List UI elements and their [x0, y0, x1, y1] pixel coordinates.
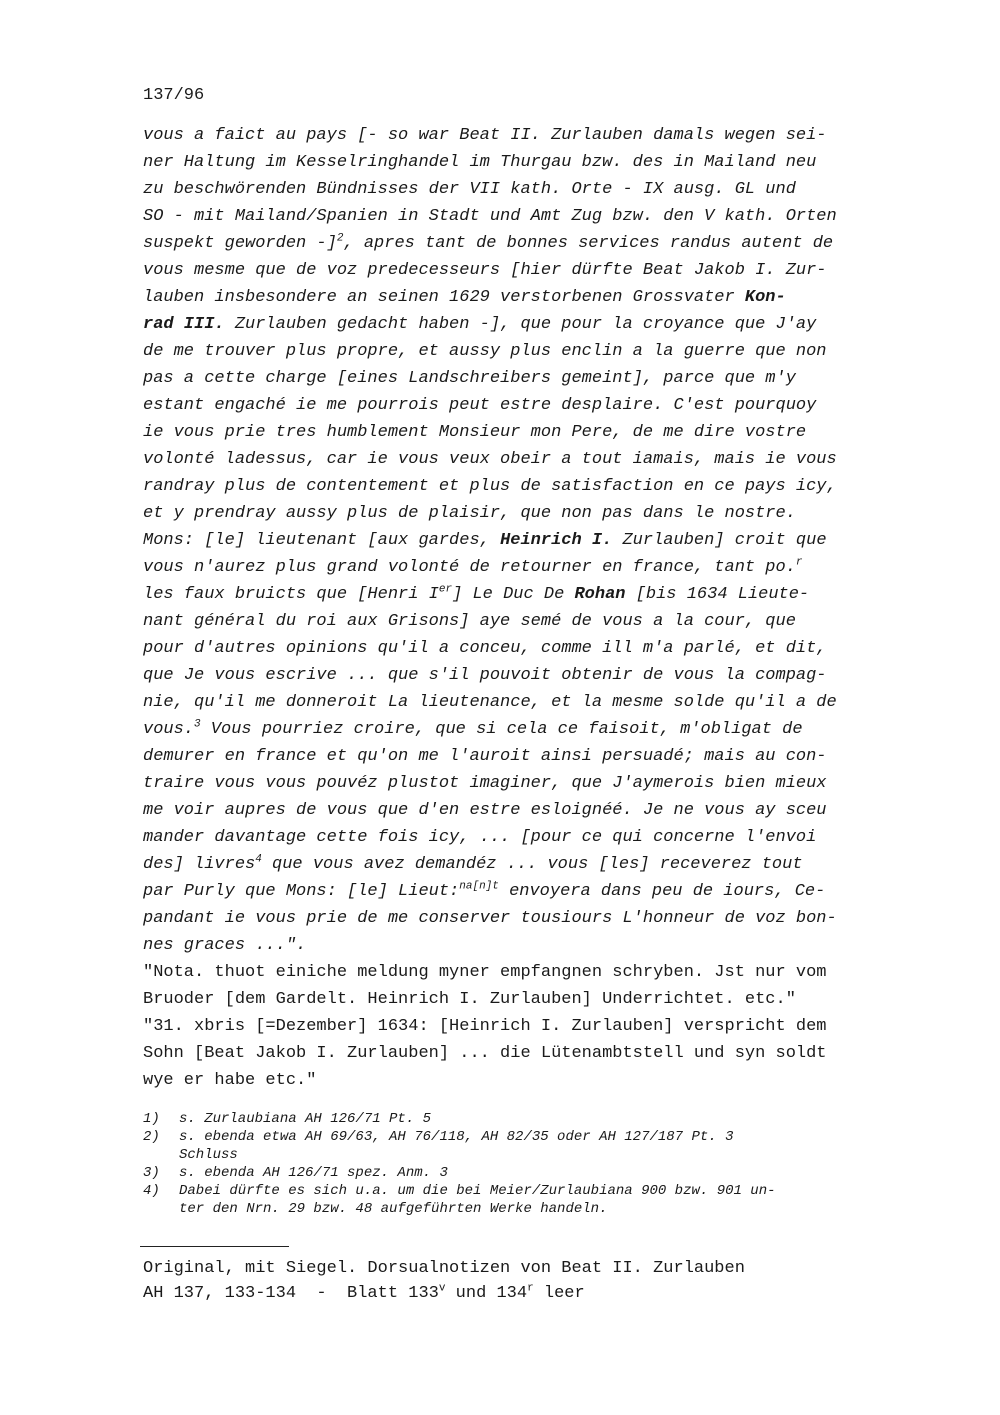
superscript: na[n]t [459, 880, 499, 893]
text-segment: de me trouver plus propre, et aussy plus enclin a la guerre que non [143, 342, 827, 361]
superscript: 2 [336, 232, 344, 245]
text-line [143, 203, 837, 230]
text-segment: pandant ie vous prie de me conserver tousiours L'honneur de voz bon- [143, 909, 837, 928]
text-segment: wye er habe etc." [143, 1071, 317, 1090]
text-segment: , apres tant de bonnes services randus autent de [343, 234, 834, 253]
footnote-text: s. ebenda AH 126/71 spez. Anm. 3 [179, 1165, 448, 1181]
text-line [143, 176, 837, 203]
text-segment: nes graces ...". [143, 936, 307, 955]
text-segment: nant général du roi aux Grisons] aye semé de vous a la cour, que [143, 612, 796, 631]
text-line [143, 905, 837, 932]
superscript: 4 [255, 853, 262, 866]
footnote-text: Schluss [179, 1147, 238, 1163]
text-segment: me voir aupres de vous que d'en estre esloignéé. Je ne vous ay sceu [143, 801, 827, 820]
text-line [143, 797, 837, 824]
text-segment: Zurlauben gedacht haben -], que pour la croyance que J'ay [224, 315, 817, 334]
text-line [143, 527, 837, 554]
text-segment: Mons: [le] lieutenant [aux gardes, [143, 531, 501, 550]
footnote-separator-rule [140, 1246, 289, 1247]
text-segment: que Je vous escrive ... que s'il pouvoit obtenir de vous la compag- [143, 666, 827, 685]
original-note-line-1: Original, mit Siegel. Dorsualnotizen von Beat II. Zurlauben [143, 1259, 745, 1278]
text-line [143, 1040, 837, 1067]
text-line [143, 959, 837, 986]
footnotes [143, 1110, 776, 1218]
text-line [143, 581, 837, 608]
text-segment: "Nota. thuot einiche meldung myner empfangnen schryben. Jst nur vom [143, 963, 827, 982]
text-segment: les faux bruicts que [Henri I [143, 585, 439, 604]
text-line [143, 824, 837, 851]
text-segment: vous a faict au pays [- so war Beat II. Zurlauben damals wegen sei- [143, 126, 827, 145]
original-note [143, 1256, 745, 1306]
text-segment: mander davantage cette fois icy, ... [pour ce qui concerne l'envoi [143, 828, 817, 847]
text-segment: pour d'autres opinions qu'il a conceu, comme ill m'a parlé, et dit, [143, 639, 827, 658]
text-line [143, 608, 837, 635]
footnote-line [143, 1110, 776, 1128]
footnote-line [143, 1200, 776, 1218]
text-line [143, 662, 837, 689]
text-segment: demurer en france et qu'on me l'auroit ainsi persuadé; mais au con- [143, 747, 827, 766]
text-segment: ner Haltung im Kesselringhandel im Thurgau bzw. des in Mailand neu [143, 153, 817, 172]
bold-name: Rohan [574, 585, 626, 604]
text-line [143, 932, 837, 959]
superscript: r [527, 1282, 534, 1295]
text-segment: vous mesme que de voz predecesseurs [hier dürfte Beat Jakob I. Zur- [143, 261, 827, 280]
text-line [143, 311, 837, 338]
text-segment: nie, qu'il me donneroit La lieutenance, et la mesme solde qu'il a de [143, 693, 837, 712]
text-segment: Sohn [Beat Jakob I. Zurlauben] ... die Lütenambtstell und syn soldt [143, 1044, 827, 1063]
text-segment: randray plus de contentement et plus de satisfaction en ce pays icy, [143, 477, 837, 496]
footnote-number [143, 1200, 179, 1218]
text-segment: ] Le Duc De [452, 585, 575, 604]
text-segment: pas a cette charge [eines Landschreibers gemeint], parce que m'y [143, 369, 796, 388]
superscript: r [795, 556, 803, 569]
original-note-text: AH 137, 133-134 - Blatt 133 [143, 1284, 439, 1303]
original-note-line-2 [143, 1281, 745, 1306]
text-line [143, 122, 837, 149]
text-segment: zu beschwörenden Bündnisses der VII kath. Orte - IX ausg. GL und [143, 180, 796, 199]
text-line [143, 500, 837, 527]
text-line [143, 1067, 837, 1094]
text-line [143, 149, 837, 176]
text-line [143, 689, 837, 716]
text-line [143, 230, 837, 257]
text-segment: des] livres [143, 855, 256, 874]
text-line [143, 284, 837, 311]
text-segment: vous n'aurez plus grand volonté de retourner en france, tant po. [143, 558, 796, 577]
text-segment: estant engaché ie me pourrois peut estre desplaire. C'est pourquoy [143, 396, 817, 415]
footnote-number: 4) [143, 1183, 160, 1199]
text-line [143, 770, 837, 797]
text-line [143, 338, 837, 365]
footnote-number: 2) [143, 1129, 160, 1145]
text-segment: volonté ladessus, car ie vous veux obeir a tout iamais, mais ie vous [143, 450, 837, 469]
text-line [143, 743, 837, 770]
footnote-line [143, 1182, 776, 1200]
text-segment: Zurlauben] croit que [612, 531, 827, 550]
text-line [143, 635, 837, 662]
bold-name: Kon- [744, 288, 786, 307]
page-number: 137/96 [143, 86, 205, 105]
text-segment: ie vous prie tres humblement Monsieur mon Pere, de me dire vostre [143, 423, 807, 442]
text-segment: que vous avez demandéz ... vous [les] receverez tout [261, 855, 803, 874]
text-segment: lauben insbesondere an seinen 1629 verstorbenen Grossvater [143, 288, 745, 307]
bold-name: rad III. [143, 315, 225, 334]
bold-name: Heinrich I. [500, 531, 613, 550]
text-line [143, 554, 837, 581]
text-segment: suspekt geworden -] [143, 234, 337, 253]
text-segment: Bruoder [dem Gardelt. Heinrich I. Zurlauben] Underrichtet. etc." [143, 990, 796, 1009]
text-line [143, 419, 837, 446]
original-note-text: und 134 [445, 1284, 528, 1303]
text-line [143, 851, 837, 878]
footnote-number: 3) [143, 1165, 160, 1181]
superscript: er [438, 583, 453, 596]
text-segment: SO - mit Mailand/Spanien in Stadt und Amt Zug bzw. den V kath. Orten [143, 207, 837, 226]
footnote-text: Dabei dürfte es sich u.a. um die bei Meier/Zurlaubiana 900 bzw. 901 un- [179, 1183, 776, 1199]
text-line [143, 365, 837, 392]
text-line [143, 1013, 837, 1040]
text-line [143, 986, 837, 1013]
text-line [143, 473, 837, 500]
text-line [143, 446, 837, 473]
text-segment: traire vous vous pouvéz plustot imaginer, que J'aymerois bien mieux [143, 774, 827, 793]
letter-body [143, 122, 837, 1094]
text-line [143, 716, 837, 743]
text-line [143, 392, 837, 419]
superscript: 3 [194, 718, 201, 731]
footnote-number: 1) [143, 1111, 160, 1127]
footnote-text: ter den Nrn. 29 bzw. 48 aufgeführten Werke handeln. [179, 1201, 608, 1217]
text-segment: [bis 1634 Lieute- [625, 585, 810, 604]
footnote-text: s. ebenda etwa AH 69/63, AH 76/118, AH 82/35 oder AH 127/187 Pt. 3 [179, 1129, 734, 1145]
text-segment: envoyera dans peu de iours, Ce- [498, 882, 826, 901]
footnote-line [143, 1164, 776, 1182]
text-segment: "31. xbris [=Dezember] 1634: [Heinrich I. Zurlauben] verspricht dem [143, 1017, 827, 1036]
text-segment: et y prendray aussy plus de plaisir, que non pas dans le nostre. [143, 504, 796, 523]
footnote-line [143, 1146, 776, 1164]
text-segment: par Purly que Mons: [le] Lieut: [143, 882, 460, 901]
text-line [143, 878, 837, 905]
footnote-number [143, 1146, 179, 1164]
superscript: v [438, 1282, 446, 1295]
text-segment: vous. [143, 720, 195, 739]
text-segment: Vous pourriez croire, que si cela ce faisoit, m'obligat de [200, 720, 803, 739]
footnote-line [143, 1128, 776, 1146]
original-note-text: leer [533, 1284, 585, 1303]
text-line [143, 257, 837, 284]
footnote-text: s. Zurlaubiana AH 126/71 Pt. 5 [179, 1111, 432, 1127]
